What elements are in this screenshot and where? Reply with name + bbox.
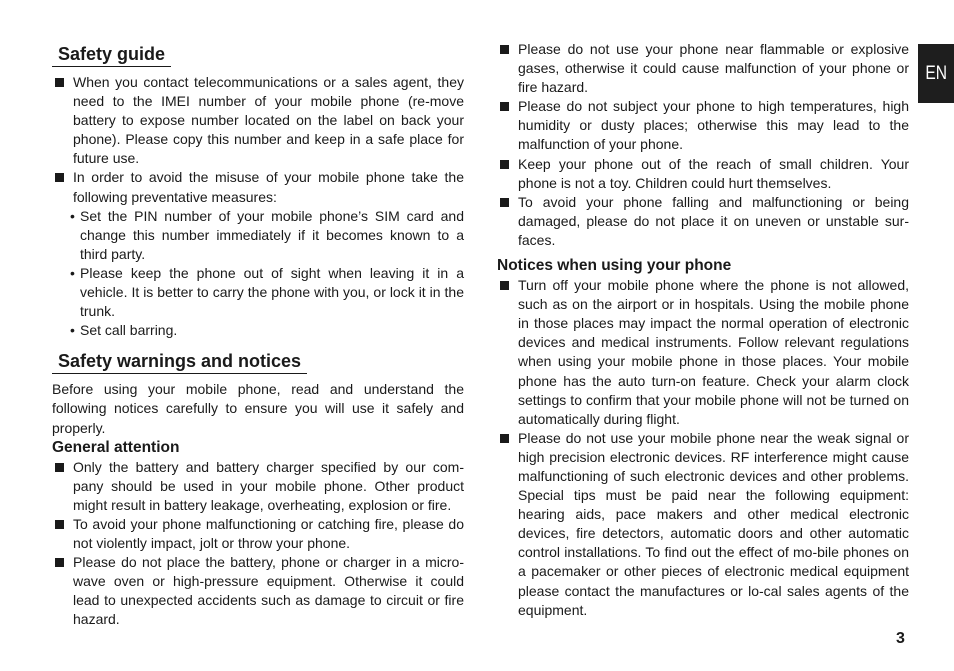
- square-bullet-icon: [55, 463, 64, 472]
- left-column: [52, 40, 464, 629]
- list-item: [52, 73, 464, 168]
- list-item-text: To avoid your phone falling and malfunctioning or being damaged, please do not place it on uneven or unstable sur-faces.: [518, 193, 909, 248]
- sub-list-item: [70, 207, 464, 264]
- list-item-text: Please do not use your phone near flammable or explosive gases, otherwise it could cause malfunction of your phone or fire hazard.: [518, 41, 909, 96]
- dot-bullet-icon: •: [70, 322, 75, 339]
- general-attention-heading: General attention: [52, 438, 180, 456]
- square-bullet-icon: [500, 45, 509, 54]
- list-item: [497, 429, 909, 620]
- sub-list-item-text: Set call barring.: [80, 322, 178, 339]
- list-item-text: Please do not subject your phone to high temperatures, high humidity or dusty places; otherwise this may lead to the malfunction of your phone.: [518, 98, 909, 153]
- safety-guide-heading: Safety guide: [52, 43, 171, 67]
- square-bullet-icon: [500, 434, 509, 443]
- square-bullet-icon: [55, 173, 64, 182]
- list-item-text: To avoid your phone malfunctioning or catching fire, please do not violently impact, jolt or throw your phone.: [73, 515, 464, 551]
- notices-heading: Notices when using your phone: [497, 257, 732, 275]
- list-item-text: Please do not use your mobile phone near the weak signal or high precision electronic devices. RF interference might cause malfunctioning of such electronic devices and other problems. Special tips must be paid near the following equipment: hearing aids, pace makers and other medical electronic devices, fire detectors, automatic doors and other automatic control installations. To find out the effect of mo-bile phones on a pacemaker or other pieces of electronic medical equipment please contact the manufactures or lo-cal sales agents of the equipment.: [518, 429, 909, 618]
- list-item-text: In order to avoid the misuse of your mobile phone take the following preventative measures:: [73, 169, 464, 205]
- warnings-intro: Before using your mobile phone, read and understand the following notices carefully to ensure you will use it safely and properly.: [52, 381, 464, 436]
- list-item: [497, 40, 909, 97]
- square-bullet-icon: [55, 520, 64, 529]
- safety-warnings-heading: Safety warnings and notices: [52, 350, 307, 374]
- list-item: [497, 155, 909, 193]
- list-item: [52, 553, 464, 629]
- list-item: [497, 193, 909, 250]
- square-bullet-icon: [500, 102, 509, 111]
- page-number: 3: [896, 630, 905, 647]
- square-bullet-icon: [55, 558, 64, 567]
- language-tab: [918, 44, 954, 103]
- square-bullet-icon: [500, 160, 509, 169]
- square-bullet-icon: [500, 198, 509, 207]
- list-item-text: Turn off your mobile phone where the phone is not allowed, such as on the airport or in hospitals. Using the mobile phone in those places may impact the normal operation of electronic devices and medical instruments. Follow relevant regulations when using your mobile phone in those places. Your mobile phone has the auto turn-on feature. Check your alarm clock settings to confirm that your mobile phone will not be turned on automatically during flight.: [518, 277, 909, 427]
- sub-list-item: [70, 264, 464, 321]
- list-item: [52, 458, 464, 515]
- list-item: [497, 97, 909, 154]
- sub-list-item-text: Set the PIN number of your mobile phone’s SIM card and change this number immediately if it becomes known to a third party.: [80, 207, 464, 262]
- list-item-text: Only the battery and battery charger specified by our com-pany should be used in your mobile phone. Other product might result in battery leakage, overheating, explosion or fire.: [73, 458, 464, 513]
- dot-bullet-icon: •: [70, 207, 75, 224]
- list-item: [497, 276, 909, 429]
- square-bullet-icon: [55, 78, 64, 87]
- square-bullet-icon: [500, 281, 509, 290]
- language-tab-label: EN: [925, 63, 947, 84]
- sub-list-item: [70, 321, 464, 340]
- list-item: [52, 168, 464, 206]
- dot-bullet-icon: •: [70, 264, 75, 281]
- list-item: [52, 515, 464, 553]
- list-item-text: Please do not place the battery, phone or charger in a micro-wave oven or high-pressure equipment. Otherwise it could lead to unexpected accidents such as damage to circuit or fire hazard.: [73, 554, 464, 628]
- list-item-text: Keep your phone out of the reach of small children. Your phone is not a toy. Children could hurt themselves.: [518, 155, 909, 191]
- list-item-text: When you contact telecommunications or a sales agent, they need to the IMEI number of your mobile phone (re-move battery to expose number located on the label on back your phone). Please copy this number and keep in a safe place for future use.: [73, 74, 464, 167]
- right-column: [497, 40, 909, 620]
- sub-list-item-text: Please keep the phone out of sight when leaving it in a vehicle. It is better to carry the phone with you, or lock it in the trunk.: [80, 264, 464, 320]
